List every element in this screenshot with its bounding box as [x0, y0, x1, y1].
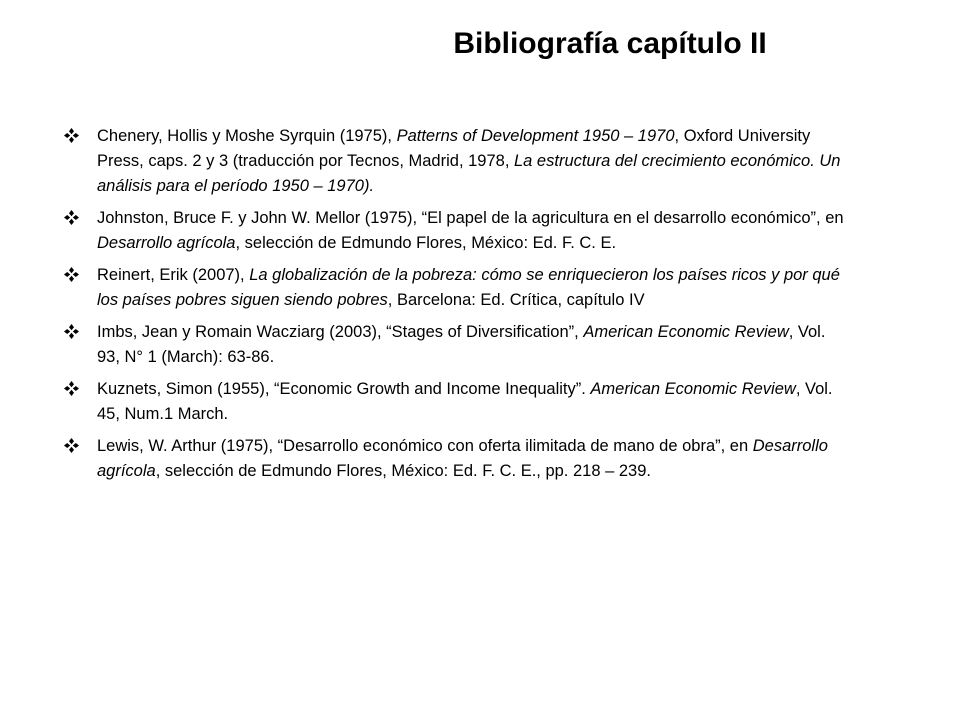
entry-text: Imbs, Jean y Romain Wacziarg (2003), “Stages of Diversification”,: [97, 323, 584, 341]
entry-text: , Oxford University Press, caps. 2 y 3 (traducción por Tecnos, Madrid, 1978,: [97, 127, 811, 170]
entry-text: Chenery, Hollis y Moshe Syrquin (1975),: [97, 127, 397, 145]
bibliography-entry: [64, 320, 844, 370]
four-diamond-bullet-icon: [64, 381, 79, 396]
entry-text: , Vol. 93, N° 1 (March): 63-86.: [97, 323, 826, 366]
entry-text: , selección de Edmundo Flores, México: Ed. F. C. E., pp. 218 – 239.: [155, 462, 651, 480]
bibliography-entry: [64, 434, 844, 484]
entry-text: , selección de Edmundo Flores, México: Ed. F. C. E.: [235, 234, 617, 252]
four-diamond-bullet-icon: [64, 324, 79, 339]
bibliography-entry: [64, 377, 844, 427]
bibliography-list: [64, 124, 844, 491]
bibliography-entry: [64, 206, 844, 256]
entry-title-italic: Patterns of Development 1950 – 1970: [396, 127, 675, 145]
entry-text: , Vol. 45, Num.1 March.: [97, 380, 833, 423]
entry-title-italic: Desarrollo agrícola: [97, 234, 236, 252]
entry-text: Johnston, Bruce F. y John W. Mellor (1975), “El papel de la agricultura en el desarrollo económico”, en: [97, 209, 844, 227]
entry-title-italic: La globalización de la pobreza: cómo se enriquecieron los países ricos y por qué los países pobres siguen siendo pobres: [97, 266, 840, 309]
bibliography-entry: [64, 124, 844, 199]
entry-text: Kuznets, Simon (1955), “Economic Growth and Income Inequality”.: [97, 380, 591, 398]
four-diamond-bullet-icon: [64, 438, 79, 453]
entry-title-italic: American Economic Review: [583, 323, 789, 341]
slide-title: Bibliografía capítulo II: [453, 27, 767, 60]
four-diamond-bullet-icon: [64, 267, 79, 282]
entry-title-italic: Desarrollo agrícola: [97, 437, 828, 480]
four-diamond-bullet-icon: [64, 210, 79, 225]
entry-text: Lewis, W. Arthur (1975), “Desarrollo económico con oferta ilimitada de mano de obra”, en: [97, 437, 753, 455]
four-diamond-bullet-icon: [64, 128, 79, 143]
entry-text: Reinert, Erik (2007),: [97, 266, 250, 284]
entry-text: , Barcelona: Ed. Crítica, capítulo IV: [387, 291, 645, 309]
bibliography-entry: [64, 263, 844, 313]
entry-title-italic: La estructura del crecimiento económico. Un análisis para el período 1950 – 1970).: [97, 152, 841, 195]
entry-title-italic: American Economic Review: [590, 380, 796, 398]
